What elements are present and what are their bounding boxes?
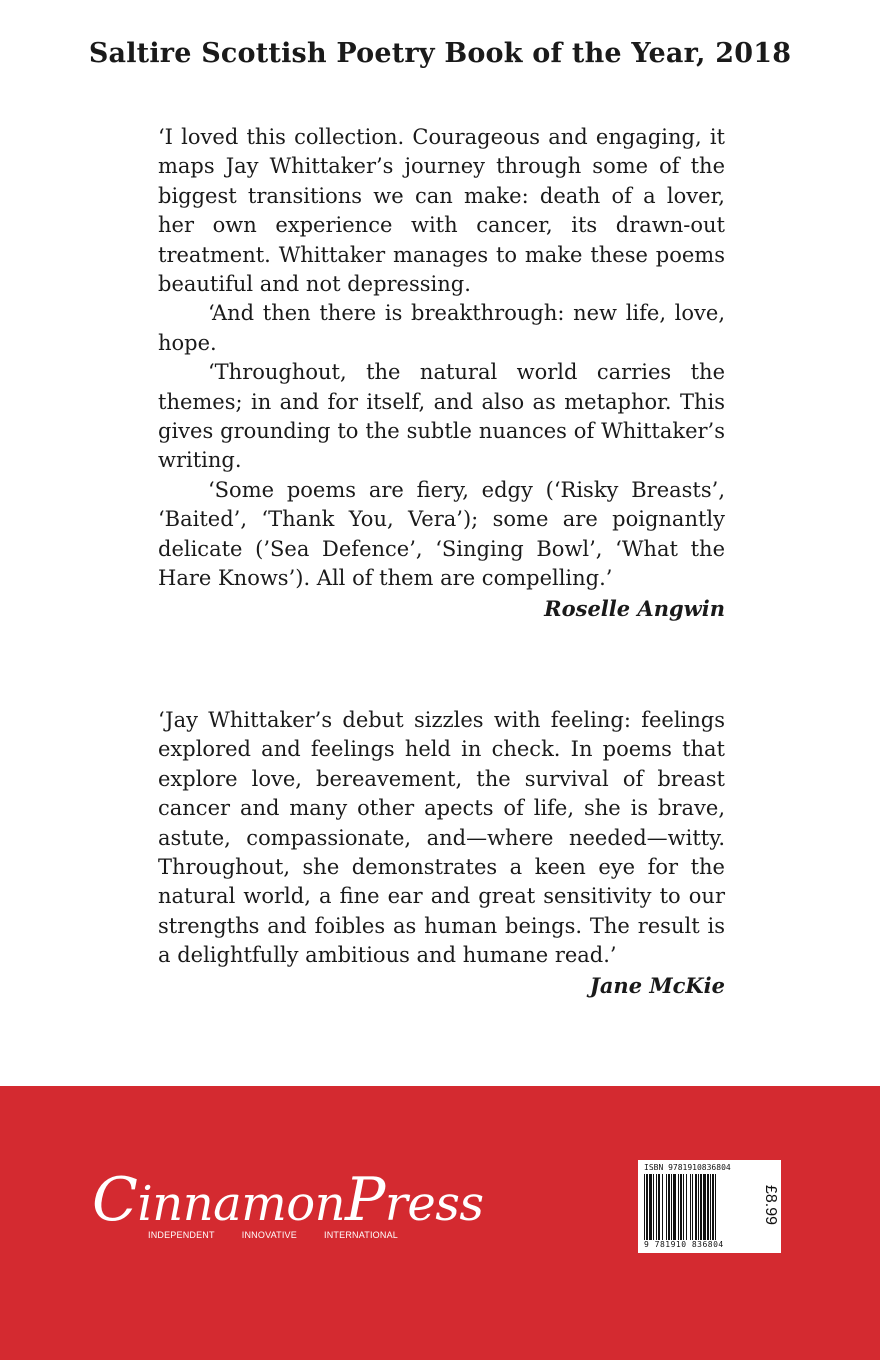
barcode-bar (656, 1174, 657, 1240)
publisher-logo (92, 1165, 484, 1242)
barcode-bar (692, 1174, 693, 1240)
price-label: £8.99 (762, 1184, 779, 1226)
barcode-bar (678, 1174, 679, 1240)
barcode-bar (662, 1174, 663, 1240)
barcode-bar (703, 1174, 706, 1240)
review-jane-mckie (158, 706, 725, 1000)
barcode-bar (666, 1174, 667, 1240)
review-author: Roselle Angwin (544, 595, 725, 621)
barcode-bar (671, 1174, 672, 1240)
tagline-word: INNOVATIVE (241, 1230, 297, 1240)
isbn-label: ISBN 9781910836804 (644, 1163, 731, 1172)
review-paragraph: ‘Jay Whittaker’s debut sizzles with feeling: feelings explored and feelings held in check. In poems that explore love, bereavement, the survival of breast cancer and many other apects of life, she is brave, astute, compassionate, and—where needed—witty. Throughout, she demonstrates a keen eye for the natural world, a fine ear and great sensitivity to our strengths and foibles as human beings. The result is a delightfully ambitious and humane read.’ (158, 708, 725, 968)
barcode-bars (644, 1174, 744, 1240)
publisher-logo-wordmark: CinnamonPress (92, 1165, 484, 1235)
review-paragraph: ‘I loved this collection. Courageous and engaging, it maps Jay Whittaker’s journey through some of the biggest transitions we can make: death of a lover, her own experience with cancer, its drawn-out treatment. Whittaker manages to make these poems beautiful and not depressing. (158, 125, 725, 297)
tagline-word: INDEPENDENT (148, 1230, 215, 1240)
barcode-bar (686, 1174, 687, 1240)
barcode-bar (653, 1174, 654, 1240)
barcode-panel (638, 1160, 781, 1253)
review-roselle-angwin (158, 123, 725, 623)
barcode-bar (683, 1174, 684, 1240)
barcode-bar (680, 1174, 682, 1240)
barcode-bar (715, 1174, 716, 1240)
barcode-bar (710, 1174, 711, 1240)
barcode-bar (695, 1174, 697, 1240)
barcode-bar (646, 1174, 648, 1240)
barcode-bar (658, 1174, 660, 1240)
barcode-bar (668, 1174, 670, 1240)
review-author: Jane McKie (589, 972, 725, 998)
review-paragraph: ‘And then there is breakthrough: new life, love, hope. (158, 301, 725, 355)
barcode-bar (673, 1174, 676, 1240)
award-heading: Saltire Scottish Poetry Book of the Year, 2018 (88, 38, 792, 69)
review-paragraph: ‘Throughout, the natural world carries the themes; in and for itself, and also as metaphor. This gives grounding to the subtle nuances of Whittaker’s writing. (158, 360, 725, 473)
barcode-bar (707, 1174, 709, 1240)
isbn-digits: 9 781910 836804 (644, 1240, 724, 1249)
barcode-bar (700, 1174, 702, 1240)
barcode-bar (712, 1174, 714, 1240)
barcode-bar (644, 1174, 645, 1240)
barcode-bar (690, 1174, 691, 1240)
review-paragraph: ‘Some poems are fiery, edgy (‘Risky Breasts’, ‘Baited’, ‘Thank You, Vera’); some are poignantly delicate (’Sea Defence’, ‘Singing Bowl’, ‘What the Hare Knows’). All of them are compelling.’ (158, 477, 725, 591)
barcode-bar (649, 1174, 652, 1240)
publisher-tagline (148, 1230, 398, 1240)
tagline-word: INTERNATIONAL (324, 1230, 398, 1240)
barcode-bar (698, 1174, 699, 1240)
